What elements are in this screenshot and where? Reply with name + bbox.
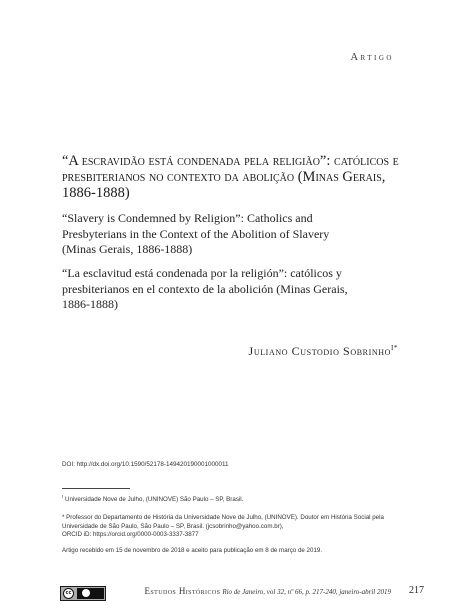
cc-icon: cc xyxy=(63,588,74,599)
journal-issue-details: Rio de Janeiro, vol 32, nº 66, p. 217-240, janeiro-abril 2019 xyxy=(222,588,391,596)
cc-by-license-icon[interactable] xyxy=(60,586,106,601)
footnote-bio xyxy=(62,514,402,540)
orcid-link[interactable]: ORCID iD: https://orcid.org/0000-0003-3337-3877 xyxy=(62,531,199,539)
footnote-affiliation-text: Universidade Nove de Julho, (UNINOVE) São Paulo – SP, Brasil. xyxy=(65,496,244,504)
article-title-english: “Slavery is Condemned by Religion”: Catholics and Presbyterians in the Context of the Abolition of Slavery (Minas Gerais, 1886-1888) xyxy=(62,211,330,256)
section-label: Artigo xyxy=(350,52,394,63)
journal-name: Estudos Históricos xyxy=(144,586,221,596)
person-icon xyxy=(82,589,90,597)
footnote-bio-mark: * xyxy=(62,514,65,521)
article-title-spanish: “La esclavitud está condenada por la religión”: católicos y presbiterianos en el contexto de la abolición (Minas Gerais, 1886-1888) xyxy=(62,266,348,311)
author-footnote-marks: I* xyxy=(390,344,398,352)
page-number: 217 xyxy=(409,585,424,596)
received-date-note: Artigo recebido em 15 de novembro de 2018 e aceito para publicação em 8 de março de 2019. xyxy=(62,547,323,554)
footnote-divider xyxy=(62,488,130,489)
footnote-affiliation xyxy=(62,494,243,503)
author-name: Juliano Custodio Sobrinho xyxy=(248,344,391,358)
author-line xyxy=(249,344,398,359)
doi-link[interactable]: DOI: http://dx.doi.org/10.1590/52178-149420190001000011 xyxy=(62,461,229,468)
footnote-bio-text: Professor do Departamento de História da Universidade Nove de Julho, (UNINOVE). Doutor em História Social pela Universidade de São Paulo, São Paulo – SP, Brasil. (jcsobrinho@yahoo.com.br), xyxy=(62,514,384,530)
journal-reference xyxy=(145,586,391,596)
article-title-portuguese: “A escravidão está condenada pela religião”: católicos e presbiterianos no contexto da abolição (Minas Gerais, 1886-1888) xyxy=(62,153,399,201)
footnote-mark: I xyxy=(62,494,64,499)
